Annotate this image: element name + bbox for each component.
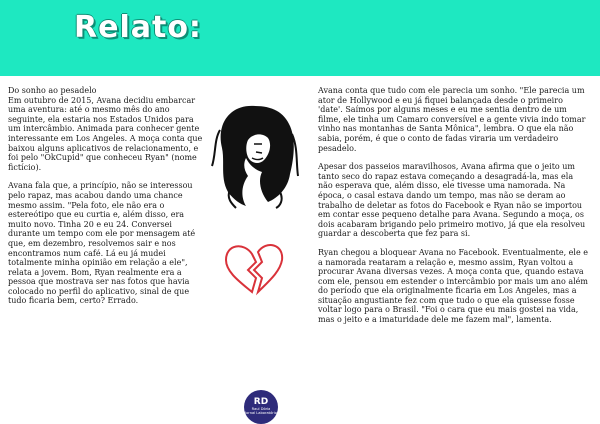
left-column bbox=[8, 86, 204, 315]
paragraph: Avana conta que tudo com ele parecia um sonho. "Ele parecia um ator de Hollywood e eu já fiquei balançada desde o primeiro 'date'. Saímos por alguns meses e eu me sentia dentro de um filme, ele tinha um Camaro conversível e a gente vivia indo tomar vinho nas montanhas de Santa Mônica", lembra. O que ela não sabia, porém, é que o conto de fadas viraria um verdadeiro pesadelo. bbox=[318, 86, 586, 153]
broken-heart-icon bbox=[222, 240, 286, 296]
right-column bbox=[318, 86, 590, 334]
paragraph: Ryan chegou a bloquear Avana no Facebook. Eventualmente, ele e a namorada reataram a relação e, mesmo assim, Ryan voltou a procurar Avana diversas vezes. A moça conta que, quando estava com ele, pensou em estender o intercâmbio por mais um ano além do período que ela originalmente ficaria em Los Angeles, mas a situação angustiante fez com que tudo o que ela quisesse fosse voltar logo para o Brasil. "Foi o cara que eu mais gostei na vida, mas o jeito e a imaturidade dele me fazem mal", lamenta. bbox=[318, 247, 588, 325]
logo-subtitle: Jornal Laboratório bbox=[245, 411, 277, 415]
paragraph: Do sonho ao pesadelo Em outubro de 2015, Avana decidiu embarcar uma aventura: até o mesmo mês do ano seguinte, ela estaria nos Estados Unidos para um intercâmbio. Animada para conhecer gente interessante em Los Angeles. A moça conta que baixou alguns aplicativos de relacionamento, e foi pelo "OkCupid" que conheceu Ryan" (nome fictício). bbox=[8, 86, 203, 172]
publisher-logo bbox=[244, 390, 278, 424]
page-title: Relato: bbox=[74, 10, 202, 45]
logo-name: Raul Dória bbox=[251, 407, 271, 411]
logo-mark: RD bbox=[253, 397, 269, 407]
header-banner bbox=[0, 0, 600, 76]
paragraph: Avana fala que, a princípio, não se interessou pelo rapaz, mas acabou dando uma chance mesmo assim. "Pela foto, ele não era o estereótipo que eu curtia e, além disso, era muito novo. Tinha 20 e eu 24. Conversei durante um tempo com ele por mensagem até que, em dezembro, resolvemos sair e nos encontramos num café. Lá eu já mudei totalmente minha opinião em relação a ele", relata a jovem. Bom, Ryan realmente era a pessoa que mostrava ser nas fotos que havia colocado no perfil do aplicativo, sinal de que tudo ficaria bem, certo? Errado. bbox=[8, 181, 196, 306]
woman-silhouette-icon bbox=[210, 100, 300, 210]
paragraph: Apesar dos passeios maravilhosos, Avana afirma que o jeito um tanto seco do rapaz estava começando a desagradá-la, mas ela não esperava que, além disso, ele tivesse uma namorada. Na época, o casal estava dando um tempo, mas não se deram ao trabalho de deletar as fotos do Facebook e Ryan não se importou em contar esse pequeno detalhe para Avana. Segundo a moça, os dois acabaram brigando pelo primeiro motivo, já que ela resolveu guardar a descoberta que fez para si. bbox=[318, 162, 586, 239]
